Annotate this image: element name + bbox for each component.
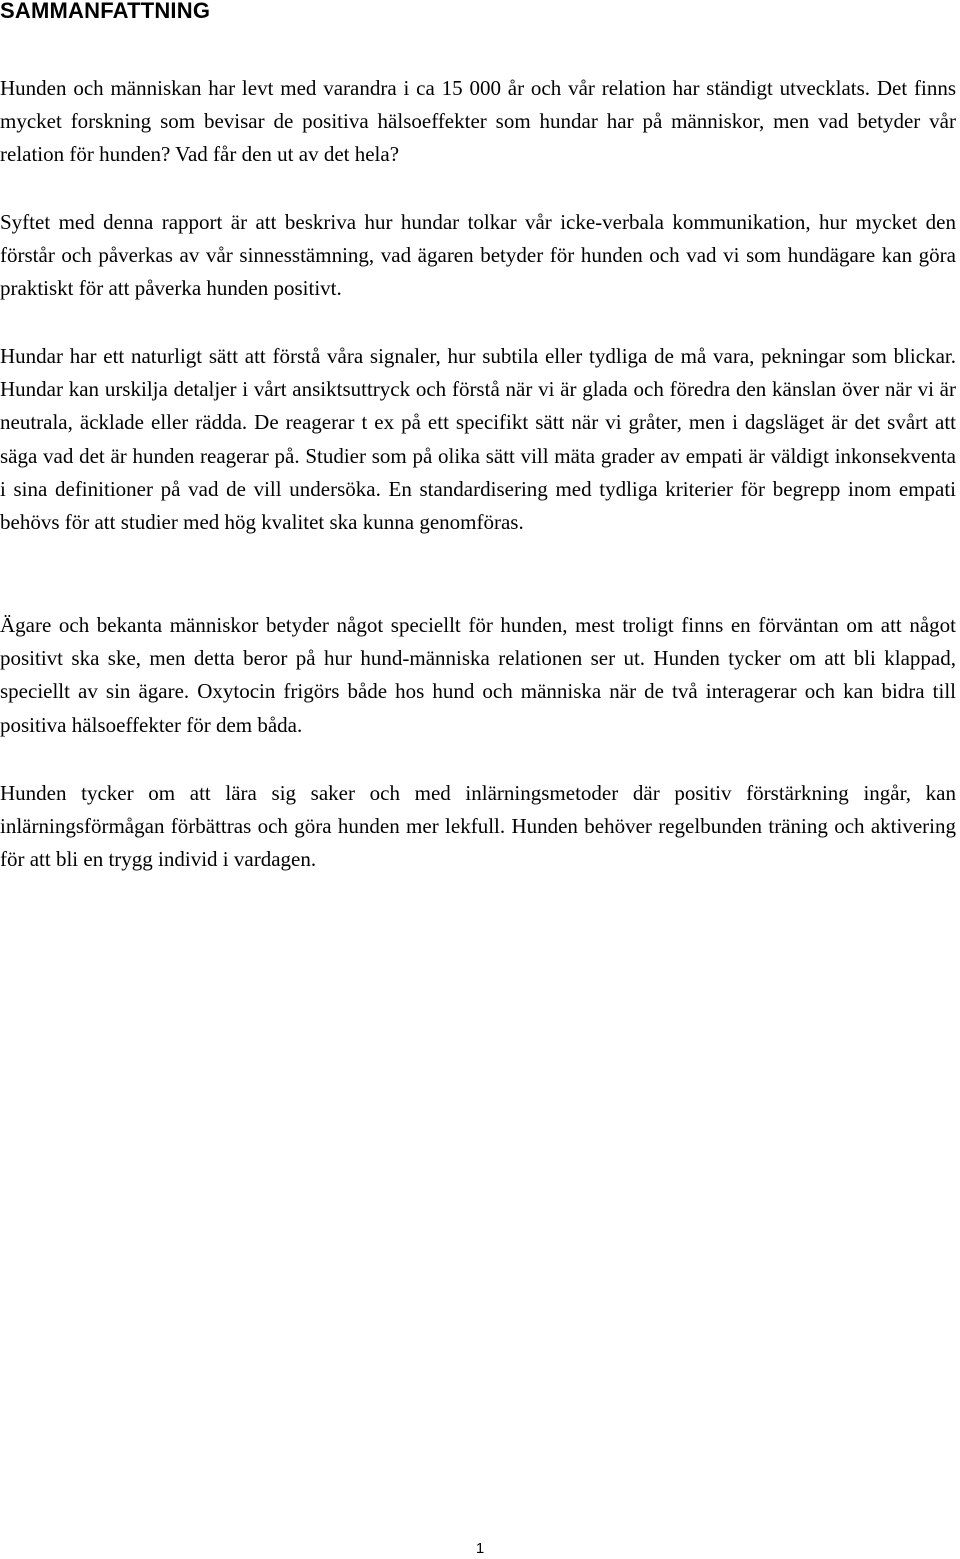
paragraph-3: Hundar har ett naturligt sätt att förstå våra signaler, hur subtila eller tydliga de må vara, pekningar som blickar. Hundar kan urskilja detaljer i vårt ansiktsuttryck och förstå när vi är glada och föredra den känslan över när vi är neutrala, äcklade eller rädda. De reagerar t ex på ett specifikt sätt när vi gråter, men i dagsläget är det svårt att säga vad det är hunden reagerar på. Studier som på olika sätt vill mäta grader av empati är väldigt inkonsekventa i sina definitioner på vad de vill undersöka. En standardisering med tydliga kriterier för begrepp inom empati behövs för att studier med hög kvalitet ska kunna genomföras. xyxy=(0,344,956,535)
paragraph-1: Hunden och människan har levt med varandra i ca 15 000 år och vår relation har ständigt utvecklats. Det finns mycket forskning som bevisar de positiva hälsoeffekter som hundar har på människor, men vad betyder vår relation för hunden? Vad får den ut av det hela? xyxy=(0,76,956,167)
section-heading: SAMMANFATTNING xyxy=(0,0,211,23)
page-number: 1 xyxy=(475,1540,485,1557)
paragraph-5: Hunden tycker om att lära sig saker och med inlärningsmetoder där positiv förstärkning ingår, kan inlärningsförmågan förbättras och göra hunden mer lekfull. Hunden behöver regelbunden träning och aktivering för att bli en trygg individ i vardagen. xyxy=(0,781,956,872)
paragraph-4: Ägare och bekanta människor betyder något speciellt för hunden, mest troligt finns en förväntan om att något positivt ska ske, men detta beror på hur hund-människa relationen ser ut. Hunden tycker om att bli klappad, speciellt av sin ägare. Oxytocin frigörs både hos hund och människa när de två interagerar och kan bidra till positiva hälsoeffekter för dem båda. xyxy=(0,613,956,737)
paragraph-2: Syftet med denna rapport är att beskriva hur hundar tolkar vår icke-verbala kommunikation, hur mycket den förstår och påverkas av vår sinnesstämning, vad ägaren betyder för hunden och vad vi som hundägare kan göra praktiskt för att påverka hunden positivt. xyxy=(0,210,956,301)
